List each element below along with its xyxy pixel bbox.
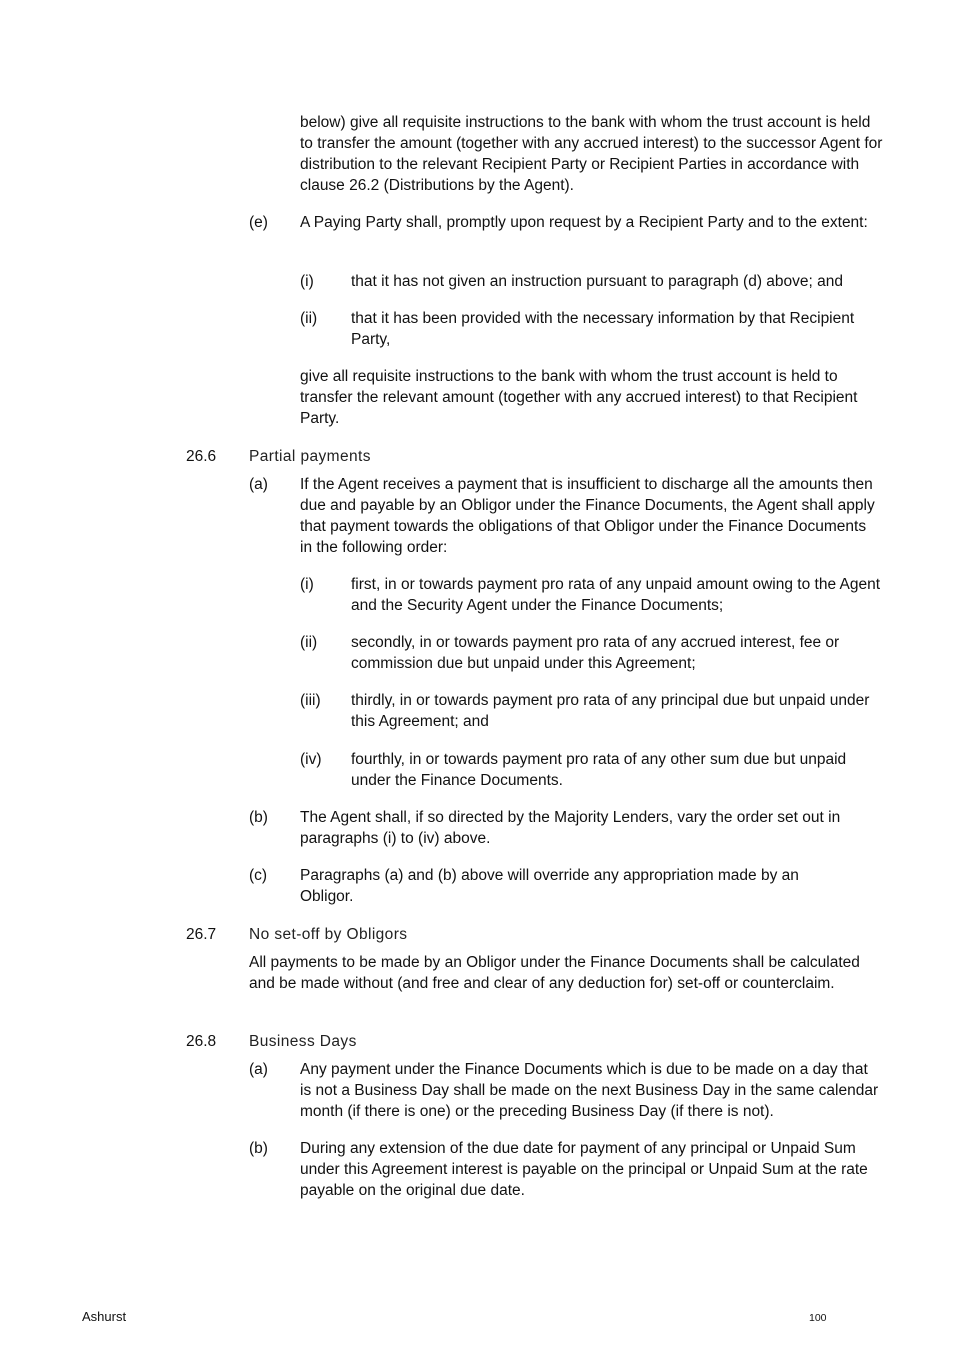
s268-a-label: (a) [249, 1061, 268, 1078]
para-e-tail: give all requisite instructions to the bank with whom the trust account is held to transfer the relevant amount (together with any accrued interest) to that Recipient Party. [300, 368, 858, 427]
para-e-i-label: (i) [300, 273, 314, 290]
section-number-26-8: 26.8 [186, 1033, 217, 1050]
s266-a-ii-text: secondly, in or towards payment pro rata of any accrued interest, fee or commission due but unpaid under this Agreement; [351, 634, 840, 672]
s267-text: All payments to be made by an Obligor under the Finance Documents shall be calculated and be made without (and free and clear of any deduction for) set-off or counterclaim. [249, 954, 860, 992]
section-number-26-7: 26.7 [186, 926, 217, 943]
s266-c-label: (c) [249, 867, 268, 884]
s268-a-text: Any payment under the Finance Documents which is due to be made on a day that is not a Business Day shall be made on the next Business Day in the same calendar month (if there is one) or the preceding Business Day (if there is not). [300, 1061, 879, 1120]
s266-a-iv-text: fourthly, in or towards payment pro rata of any other sum due but unpaid under the Finance Documents. [351, 751, 847, 789]
s266-a-text: If the Agent receives a payment that is insufficient to discharge all the amounts then due and payable by an Obligor under the Finance Documents, the Agent shall apply that payment towards the obligations of that Obligor under the Finance Documents in the following order: [300, 476, 875, 556]
para-e-ii-text: that it has been provided with the necessary information by that Recipient Party, [351, 310, 855, 348]
s268-b-label: (b) [249, 1140, 268, 1157]
section-heading-partial-payments: Partial payments [249, 448, 371, 465]
s266-c-text: Paragraphs (a) and (b) above will override any appropriation made by an Obligor. [300, 867, 799, 905]
continuation-paragraph: below) give all requisite instructions to the bank with whom the trust account is held to transfer the amount (together with any accrued interest) to the successor Agent for distribution to the relevant Recipient Party or Recipient Parties in accordance with clause 26.2 (Distributions by the Agent). [300, 114, 883, 194]
s266-b-text: The Agent shall, if so directed by the Majority Lenders, vary the order set out in paragraphs (i) to (iv) above. [300, 809, 841, 847]
s266-b-label: (b) [249, 809, 268, 826]
footer-page-number: 100 [809, 1312, 827, 1324]
para-e-label: (e) [249, 214, 268, 231]
para-e-i-text: that it has not given an instruction pursuant to paragraph (d) above; and [351, 273, 844, 290]
s266-a-iv-label: (iv) [300, 751, 322, 768]
s266-a-i-label: (i) [300, 576, 314, 593]
para-e-ii-label: (ii) [300, 310, 318, 327]
section-number-26-6: 26.6 [186, 448, 217, 465]
s266-a-iii-label: (iii) [300, 692, 321, 709]
section-heading-business-days: Business Days [249, 1033, 357, 1050]
footer-firm-name: Ashurst [82, 1309, 127, 1324]
para-e-text: A Paying Party shall, promptly upon request by a Recipient Party and to the extent: [300, 214, 868, 231]
s266-a-label: (a) [249, 476, 268, 493]
s266-a-ii-label: (ii) [300, 634, 318, 651]
s266-a-i-text: first, in or towards payment pro rata of any unpaid amount owing to the Agent and the Security Agent under the Finance Documents; [351, 576, 881, 614]
section-heading-no-set-off: No set-off by Obligors [249, 926, 408, 943]
s266-a-iii-text: thirdly, in or towards payment pro rata of any principal due but unpaid under this Agreement; and [351, 692, 870, 730]
s268-b-text: During any extension of the due date for payment of any principal or Unpaid Sum under this Agreement interest is payable on the principal or Unpaid Sum at the rate payable on the original due date. [300, 1140, 868, 1199]
